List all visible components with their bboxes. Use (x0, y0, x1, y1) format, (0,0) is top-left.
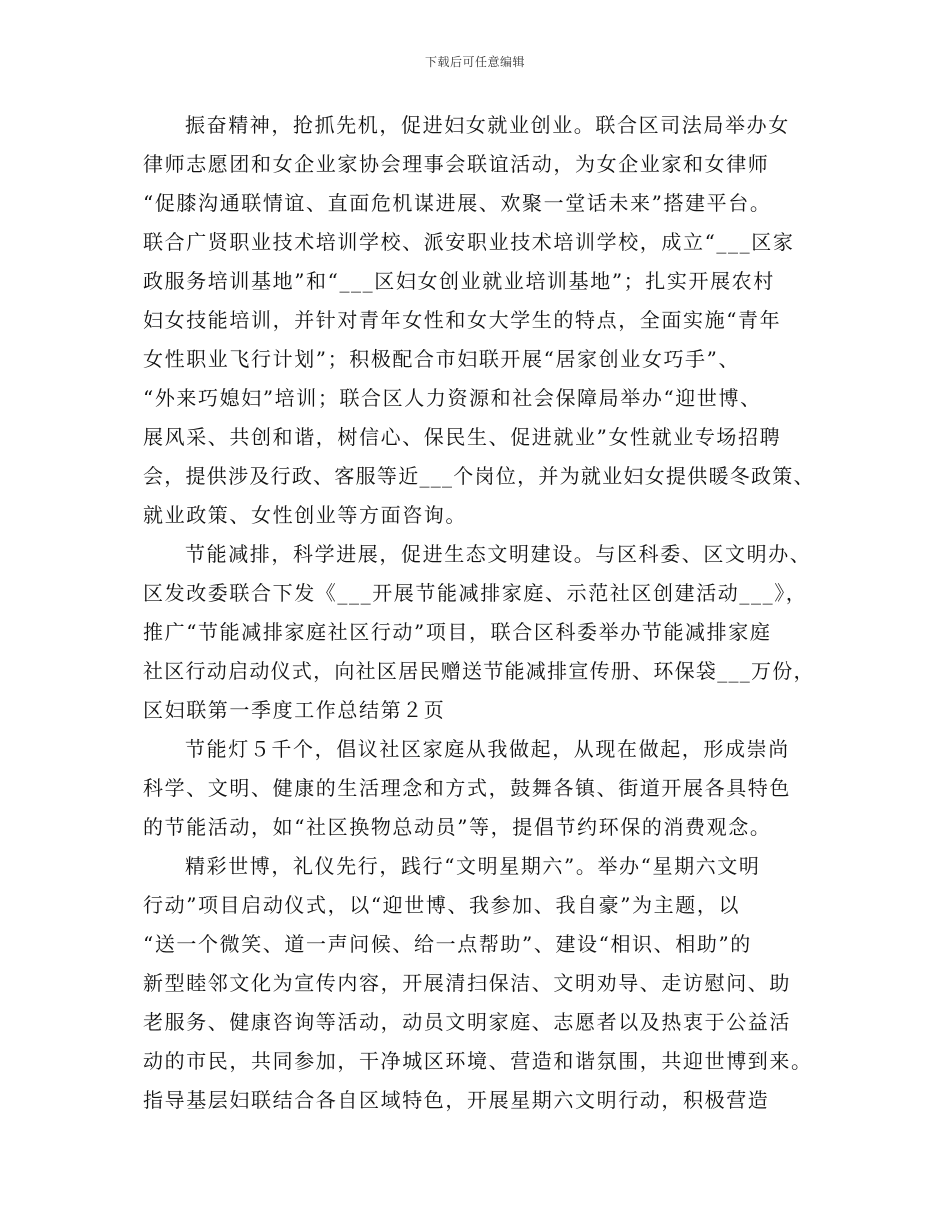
text-line: 社区行动启动仪式，向社区居民赠送节能减排宣传册、环保袋___万份， (143, 659, 815, 683)
text-line: 行动”项目启动仪式，以“迎世博、我参加、我自豪”为主题，以 (143, 893, 741, 917)
text-line: “外来巧媳妇”培训；联合区人力资源和社会保障局举办“迎世博、 (143, 386, 762, 410)
text-line: 联合广贤职业技术培训学校、派安职业技术培训学校，成立“___区家 (143, 230, 795, 254)
text-line: 律师志愿团和女企业家协会理事会联谊活动，为女企业家和女律师 (143, 152, 770, 176)
text-line: 推广“节能减排家庭社区行动”项目，联合区科委举办节能减排家庭 (143, 620, 772, 644)
document-body (143, 106, 815, 1120)
text-line: 指导基层妇联结合各自区域特色，开展星期六文明行动，积极营造 (143, 1088, 770, 1112)
text-line: 节能减排，科学进展，促进生态文明建设。与区科委、区文明办、 (185, 542, 812, 566)
text-line: 振奋精神，抢抓先机，促进妇女就业创业。联合区司法局举办女 (185, 113, 790, 137)
text-line: 区发改委联合下发《___开展节能减排家庭、示范社区创建活动___》， (143, 581, 808, 605)
text-line: 就业政策、女性创业等方面咨询。 (143, 503, 467, 527)
text-line: 会，提供涉及行政、客服等近___个岗位，并为就业妇女提供暖冬政策、 (143, 464, 815, 488)
text-line: 妇女技能培训，并针对青年女性和女大学生的特点，全面实施“青年 (143, 308, 782, 332)
text-line: 老服务、健康咨询等活动，动员文明家庭、志愿者以及热衷于公益活 (143, 1010, 791, 1034)
text-line: 科学、文明、健康的生活理念和方式，鼓舞各镇、街道开展各具特色 (143, 776, 791, 800)
text-line: “送一个微笑、道一声问候、给一点帮助”、建设“相识、相助”的 (143, 932, 752, 956)
text-line: 新型睦邻文化为宣传内容，开展清扫保洁、文明劝导、走访慰问、助 (143, 971, 791, 995)
text-line: 展风采、共创和谐，树信心、保民生、促进就业”女性就业专场招聘 (143, 425, 782, 449)
text-line: “促膝沟通联情谊、直面危机谋进展、欢聚一堂话未来”搭建平台。 (143, 191, 772, 215)
text-line: 政服务培训基地”和“___区妇女创业就业培训基地”；扎实开展农村 (143, 269, 775, 293)
text-line: 动的市民，共同参加，干净城区环境、营造和谐氛围，共迎世博到来。 (143, 1049, 813, 1073)
text-line: 节能灯５千个，倡议社区家庭从我做起，从现在做起，形成崇尚 (185, 737, 790, 761)
text-line: 区妇联第一季度工作总结第２页 (143, 698, 446, 722)
page-header: 下载后可任意编辑 (424, 55, 525, 69)
text-line: 的节能活动，如“社区换物总动员”等，提倡节约环保的消费观念。 (143, 815, 772, 839)
text-line: 精彩世博，礼仪先行，践行“文明星期六”。举办“星期六文明 (185, 854, 761, 878)
text-line: 女性职业飞行计划”；积极配合市妇联开展“居家创业女巧手”、 (143, 347, 741, 371)
